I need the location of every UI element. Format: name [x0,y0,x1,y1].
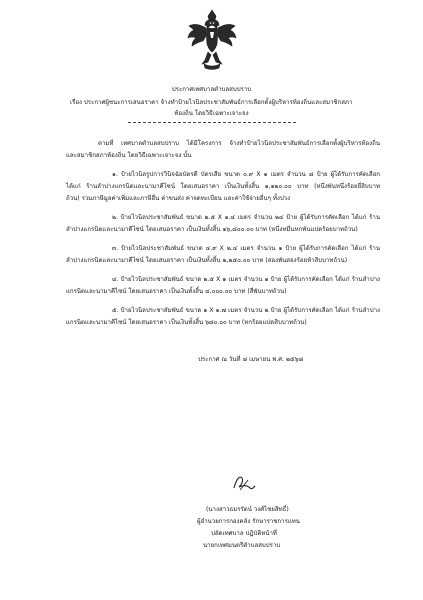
garuda-emblem-icon [186,8,238,72]
item-5-line-1: ๕. ป้ายไวนิลประชาสัมพันธ์ ขนาด ๑ X ๑.๗ เมตร จำนวน ๒ ป้าย ผู้ได้รับการคัดเลือก ได้แก่ ร้านลำปาง [112,307,380,314]
signer-title-1: ผู้อำนวยการกองคลัง รักษาราชการแทน [197,518,300,525]
item-1-line-1: ๑. ป้ายไวนิลรูปการวินิจฉัยบัตรดี บัตรเสีย ขนาด ๐.๙ X ๑ เมตร จำนวน ๘ ป้าย ผู้ได้รับการคัดเลือก [112,171,380,178]
item-4-line-2: แกรนิตและนามาคีไซน์ โดยเสนอราคา เป็นเงินทั้งสิ้น ๔,๐๐๐.๐๐ บาท (สี่พันบาทถ้วน) [66,288,287,295]
item-2-line-1: ๒. ป้ายไวนิลประชาสัมพันธ์ ขนาด ๒.๕ X ๑.๔ เมตร จำนวน ๒๔ ป้าย ผู้ได้รับการคัดเลือก ได้แก่ ร้าน [112,214,380,221]
org-title: ประกาศเทศบาลตำบลสบปราบ [171,86,252,93]
divider [128,122,296,123]
subject-line-1: เรื่อง ประกาศผู้ชนะการเสนอราคา จ้างทำป้ายไวนิลประชาสัมพันธ์การเลือกตั้งผู้บริหารท้องถิ่นและสมาชิกสภา [70,99,353,106]
intro-line-1: ตามที่ เทศบาลตำบลสบปราบ ได้มีโครงการ จ้างทำป้ายไวนิลประชาสัมพันธ์การเลือกตั้งผู้บริหารท้องถิ่น [98,140,380,147]
item-3-line-1: ๓. ป้ายไวนิลประชาสัมพันธ์ ขนาด ๔.๙ X ๒.๔ เมตร จำนวน ๑ ป้าย ผู้ได้รับการคัดเลือก ได้แก่ ร้าน [112,245,380,252]
item-2-line-2: ลำปางแกรนิตและนามาคีไซน์ โดยเสนอราคา เป็นเงินทั้งสิ้น ๑๖,๘๐๐.๐๐ บาท (หนึ่งหมื่นหกพันแปดร้อยบาทถ้วน) [66,226,358,233]
intro-line-2: และสมาชิกสภาท้องถิ่น โดยวิธีเฉพาะเจาะจง นั้น [66,152,192,159]
announcement-date: ประกาศ ณ วันที่ ๘ เมษายน พ.ศ. ๒๕๖๘ [198,356,304,363]
subject-line-2: ท้องถิ่น โดยวิธีเฉพาะเจาะจง [174,110,249,117]
item-5-line-2: แกรนิตและนามาคีไซน์ โดยเสนอราคา เป็นเงินทั้งสิ้น ๖๘๐.๐๐ บาท (หกร้อยแปดสิบบาทถ้วน) [66,319,307,326]
signer-title-2: ปลัดเทศบาล ปฏิบัติหน้าที่ [211,530,277,537]
signer-title-3: นายกเทศมนตรีตำบลสบปราบ [203,542,281,549]
signature-mark [228,470,258,494]
item-4-line-1: ๔. ป้ายไวนิลประชาสัมพันธ์ ขนาด ๒.๕ X ๑ เมตร จำนวน ๑ ป้าย ผู้ได้รับการคัดเลือก ได้แก่ ร้านลำปาง [112,276,380,283]
signer-name: (นางสาวธมรรัตน์ วงศ์ไชยสิทธิ์) [206,506,289,513]
item-1-line-3: ถ้วน) รวมภาษีมูลค่าเพิ่มและภาษีอื่น ค่าขนส่ง ค่าจดทะเบียน และค่าใช้จ่ายอื่นๆ ทั้งปวง [66,195,291,202]
item-3-line-2: ลำปางแกรนิตและนามาคีไซน์ โดยเสนอราคา เป็นเงินทั้งสิ้น ๒,๒๕๐.๐๐ บาท (สองพันสองร้อยห้าสิบบาทถ้วน) [66,257,348,264]
item-1-line-2: ได้แก่ ร้านลำปางแกรนิตและนามาคีไซน์ โดยเสนอราคา เป็นเงินทั้งสิ้น ๑,๑๒๐.๐๐ บาท (หนึ่งพันหนึ่งร้อยยี่สิบบาท [66,183,380,190]
